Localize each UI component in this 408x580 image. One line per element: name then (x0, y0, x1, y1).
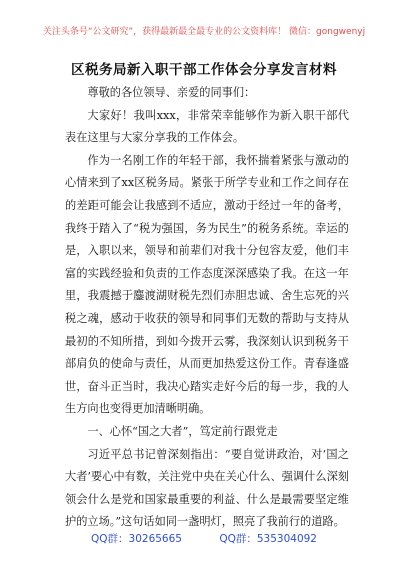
salutation-paragraph: 尊敬的各位领导、亲爱的同事们： (87, 86, 256, 99)
footer-contact (0, 531, 408, 546)
footer-qq-group-2: QQ群：535304092 (219, 533, 317, 545)
quote-paragraph: 习近平总书记曾深刻指出：“要自觉讲政治，对‘国之大者’要心中有数，关注党中央在关心什么、强调什么深刻领会什么是党和国家最重要的利益、什么是最需要坚定维护的立场。”这句话如同一盏明灯，照亮了我前行的道路。 (65, 447, 349, 529)
header-banner: 关注头条号“公文研究”，获得最新最全最专业的公文资料库！ 微信：gongwenyj (42, 27, 366, 37)
experience-paragraph: 作为一名刚工作的年轻干部，我怀揣着紧张与激动的心情来到了xx区税务局。紧张于所学专业和工作之间存在的差距可能会让我感到不适应，激动于经过一年的备考，我终于踏入了“税为强国，务为民生”的税务系统。幸运的是，入职以来，领导和前辈们对我十分包容友爱，他们丰富的实践经验和负责的工作态度深深感染了我。在这一年里，我震撼于鏖渡湖财税先烈们赤胆忠诚、舍生忘死的兴税之魂，感动于收获的领导和同事们无数的帮助与支持从最初的不知所措，到如今拨开云雾，我深刻认识到税务干部肩负的使命与责任，从而更加热爱这份工作。青春逢盛世，奋斗正当时，我决心踏实走好今后的每一步，我的人生方向也变得更加清晰明确。 (65, 153, 349, 416)
footer-qq-group-1: QQ群：30265665 (91, 533, 182, 545)
document-body (65, 82, 349, 534)
greeting-paragraph: 大家好！我叫xxx，非常荣幸能够作为新入职干部代表在这里与大家分享我的工作体会。 (65, 108, 349, 145)
section-heading: 一、心怀“国之大者”，笃定前行跟党走 (87, 424, 278, 438)
document-title: 区税务局新入职干部工作体会分享发言材料 (71, 62, 337, 78)
